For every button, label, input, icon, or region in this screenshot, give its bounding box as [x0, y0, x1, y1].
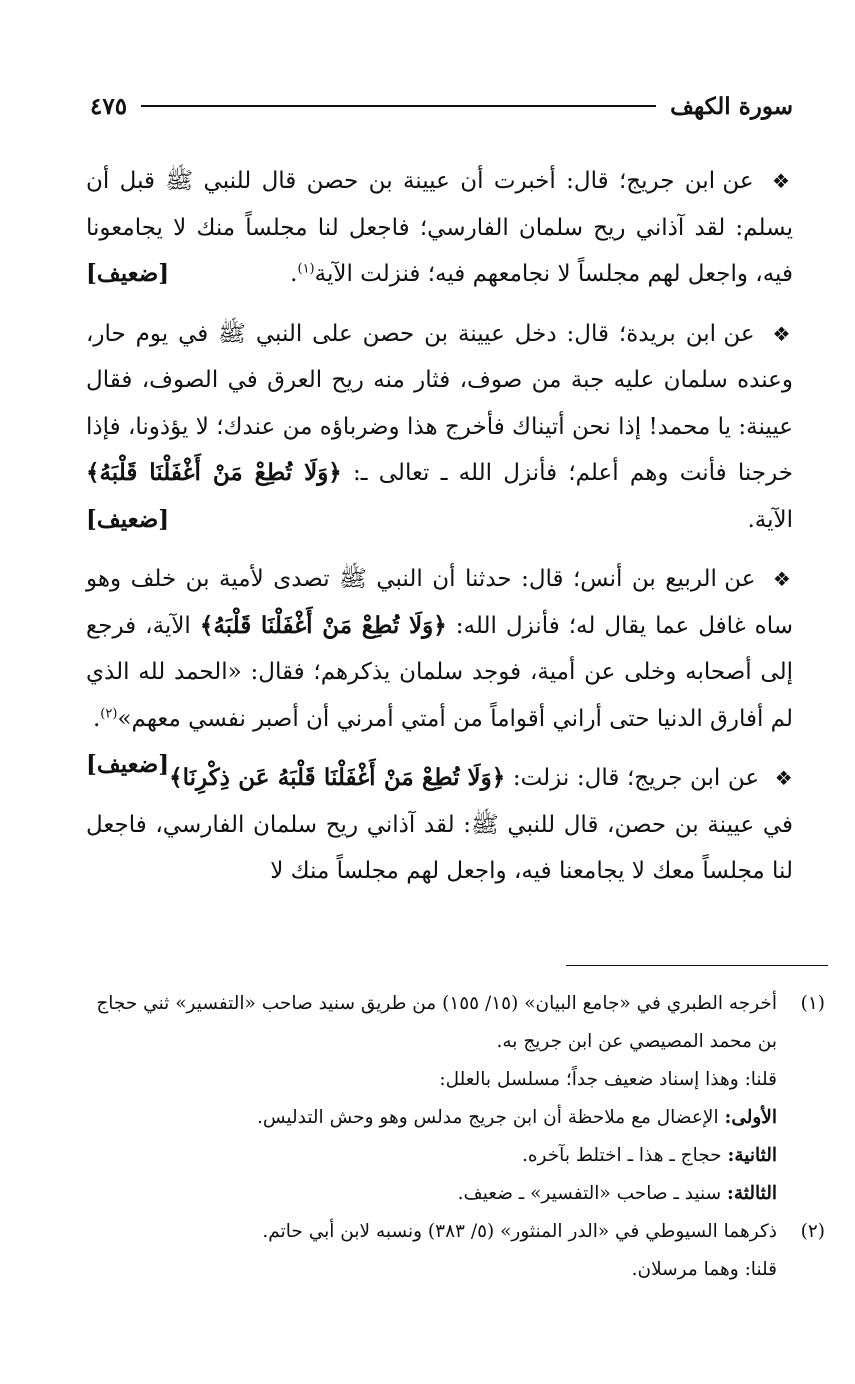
quran-quote: ﴿وَلَا تُطِعْ مَنْ أَغْفَلْنَا قَلْبَهُ عَن ذِكْرِنَا﴾ [169, 764, 506, 791]
footnote-item-text: حجاج ـ هذا ـ اختلط بآخره. [521, 1145, 722, 1166]
footnote-item [86, 1175, 777, 1213]
footnote-item-label: الثالثة: [727, 1183, 777, 1204]
paragraph-text-continued: الآية، فرجع إلى أصحابه وخلى عن أمية، فوجد سلمان يذكرهم؛ فقال: «الحمد لله الذي لم أفارق الدنيا حتى أراني أقواماً من أمتي أمرني أن أصبر نفسي معهم» [86, 612, 793, 732]
bullet-icon: ❖ [772, 567, 793, 591]
bullet-icon: ❖ [772, 321, 793, 346]
paragraph-text: عن ابن بريدة؛ قال: دخل عيينة بن حصن على النبي ﷺ في يوم حار، وعنده سلمان عليه جبة من صوف، فثار منه ريح العرق في الصوف، فقال عيينة: يا محمد! إذا نحن أتيناك فأخرج هذا وضرباؤه من عندك؛ لا يؤذونا، فإذا خرجنا فأنت وهم أعلم؛ فأنزل الله ـ تعالى ـ: [86, 320, 793, 486]
bullet-icon: ❖ [772, 169, 793, 193]
footnote-item [86, 1099, 777, 1137]
paragraph-tail: . [92, 705, 101, 732]
paragraph [86, 755, 793, 895]
footnote [86, 1213, 825, 1289]
page-header [90, 86, 793, 126]
footnote [86, 985, 825, 1213]
footnote-number: (٢) [800, 1221, 825, 1242]
quran-quote: ﴿وَلَا تُطِعْ مَنْ أَغْفَلْنَا قَلْبَهُ﴾ [86, 459, 342, 486]
main-text [86, 158, 793, 908]
footnote-body [86, 985, 777, 1213]
footnote-line: قلنا: وهذا إسناد ضعيف جداً؛ مسلسل بالعلل: [439, 1069, 777, 1090]
bullet-icon: ❖ [774, 766, 794, 790]
footnote-ref: (٢) [100, 705, 118, 721]
grade-badge: [ضعيف] [86, 751, 170, 778]
paragraph [86, 311, 793, 544]
footnote-number: (١) [800, 993, 825, 1014]
footnote-line: قلنا: وهما مرسلان. [631, 1259, 777, 1280]
footnotes [86, 985, 825, 1289]
grade-badge: [ضعيف] [86, 505, 170, 533]
footnote-item-text: سنيد ـ صاحب «التفسير» ـ ضعيف. [457, 1183, 722, 1204]
footnote-item-text: الإعضال مع ملاحظة أن ابن جريج مدلس وهو وحش التدليس. [256, 1107, 719, 1128]
footnote-item-label: الأولى: [724, 1107, 777, 1128]
paragraph-text: عن ابن جريج؛ قال: أخبرت أن عيينة بن حصن قال للنبي ﷺ قبل أن يسلم: لقد آذاني ريح سلمان الفارسي؛ فاجعل لنا مجلساً منك لا يجامعونا فيه، واجعل لهم مجلساً لا نجامعهم فيه؛ فنزلت الآية [86, 168, 793, 287]
footnote-line: ذكرهما السيوطي في «الدر المنثور» (٥/ ٣٨٣) ونسبه لابن أبي حاتم. [262, 1221, 777, 1242]
paragraph-text: عن الربيع بن أنس؛ قال: حدثنا أن النبي ﷺ تصدى لأمية بن خلف وهو ساه غافل عما يقال له؛ فأنزل الله: [86, 566, 794, 639]
footnote-separator [566, 965, 828, 966]
footnote-ref: (١) [297, 261, 315, 277]
paragraph-text-continued: في عيينة بن حصن، قال للنبي ﷺ: لقد آذاني ريح سلمان الفارسي، فاجعل لنا مجلساً معك لا يجامعنا فيه، واجعل لهم مجلساً منك لا [86, 811, 793, 884]
page-number: ٤٧٥ [90, 92, 128, 120]
paragraph-tail: . [290, 261, 298, 287]
header-rule [141, 105, 656, 107]
surah-title: سورة الكهف [670, 92, 793, 120]
paragraph-text: عن ابن جريج؛ قال: نزلت: [512, 765, 760, 791]
footnote-item [86, 1137, 777, 1175]
footnote-line: أخرجه الطبري في «جامع البيان» (١٥/ ١٥٥) من طريق سنيد صاحب «التفسير» ثني حجاج بن محمد المصيصي عن ابن جريج به. [96, 993, 777, 1052]
footnote-item-label: الثانية: [727, 1145, 777, 1166]
footnote-body [86, 1213, 777, 1289]
paragraph [86, 158, 793, 298]
grade-badge: [ضعيف] [86, 260, 170, 287]
paragraph-tail: الآية. [747, 506, 793, 533]
quran-quote: ﴿وَلَا تُطِعْ مَنْ أَغْفَلْنَا قَلْبَهُ﴾ [199, 611, 447, 639]
